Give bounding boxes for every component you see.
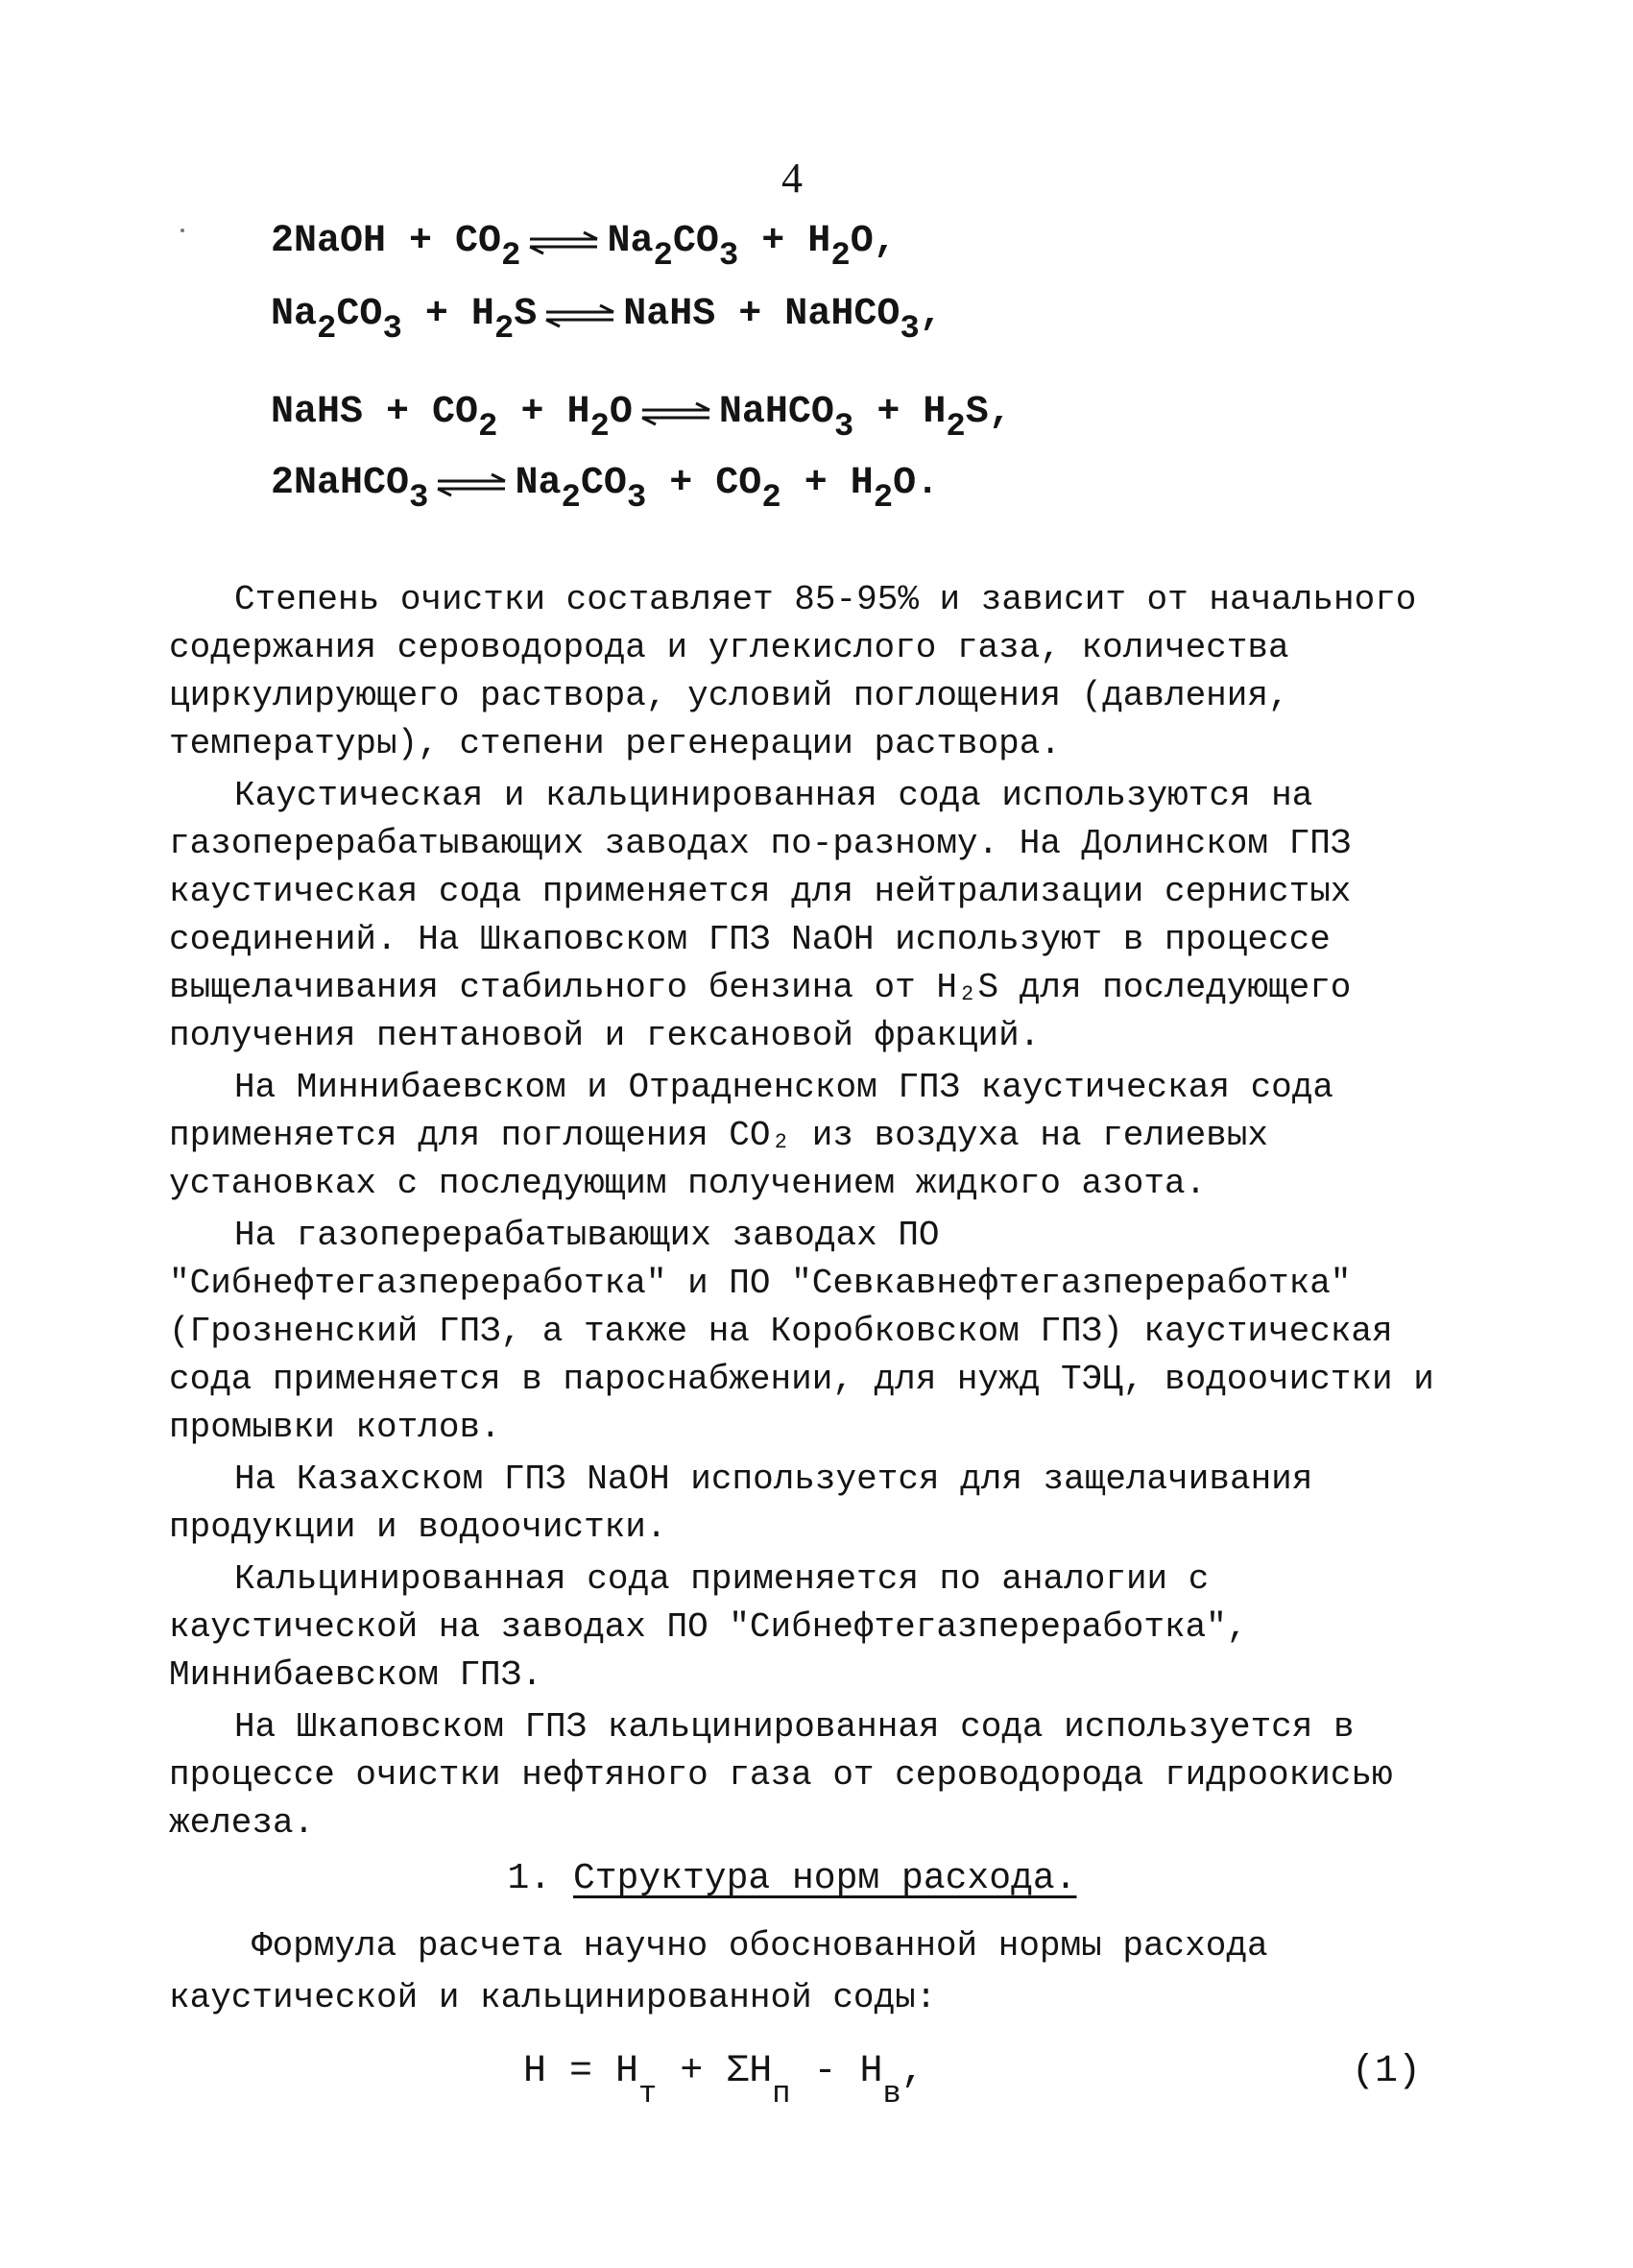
subscript: 2 xyxy=(653,238,673,275)
subscript: 2 xyxy=(478,409,498,446)
formula-minus: - H xyxy=(790,2050,883,2093)
section-heading xyxy=(0,1858,1584,1899)
formula-intro: Формула расчета научно обоснованной нормы расхода каустической и кальцинированной соды: xyxy=(169,1926,1268,2017)
paragraph-6: Кальцинированная сода применяется по аналогии с каустической на заводах ПО "Сибнефтегазпереработка", Миннибаевском ГПЗ. xyxy=(169,1559,1248,1695)
equilibrium-arrow-icon xyxy=(526,228,601,253)
equation-term: + H xyxy=(497,391,590,434)
equation-term: CO xyxy=(580,462,627,505)
formula-sub-p: п xyxy=(772,2076,791,2111)
equation-term: 2NaHCO xyxy=(271,462,410,505)
equation-term: O. xyxy=(893,462,940,505)
scan-speck xyxy=(180,229,184,232)
paragraph-5: На Казахском ГПЗ NaOH используется для защелачивания продукции и водоочистки. xyxy=(169,1460,1313,1547)
equation-term: + H xyxy=(853,391,947,434)
section-title: Структура норм расхода. xyxy=(572,1858,1077,1899)
equation-term: CO xyxy=(672,220,719,263)
paragraph-1: Степень очистки составляет 85-95% и зависит от начального содержания сероводорода и углекислого газа, количества циркулирующего раствора, условий поглощения (давления, температуры), степени регенерации раствора. xyxy=(169,580,1417,763)
paragraph-3: На Миннибаевском и Отрадненском ГПЗ каустическая сода применяется для поглощения CO₂ из воздуха на гелиевых установках с последующим получением жидкого азота. xyxy=(169,1068,1333,1203)
subscript: 2 xyxy=(873,480,894,517)
equation-term: Na xyxy=(271,293,318,336)
formula-number: (1) xyxy=(1352,2050,1422,2093)
equation-term: O, xyxy=(850,220,897,263)
equation-term: S, xyxy=(965,391,1012,434)
subscript: 3 xyxy=(900,311,920,348)
subscript: 3 xyxy=(626,480,647,517)
equation-term: O xyxy=(609,391,633,434)
paragraph-7: На Шкаповском ГПЗ кальцинированная сода используется в процессе очистки нефтяного газа от сероводорода гидроокисью железа. xyxy=(169,1707,1393,1843)
subscript: 2 xyxy=(501,238,521,275)
body-text xyxy=(169,576,1446,1847)
equation-term: Na xyxy=(515,462,562,505)
equation-2 xyxy=(271,293,943,348)
formula-sub-t: т xyxy=(638,2076,658,2111)
page-number: 4 xyxy=(781,155,803,202)
formula-1 xyxy=(523,2050,925,2111)
subscript: 2 xyxy=(946,409,966,446)
equation-term: NaHCO xyxy=(718,391,834,434)
subscript: 3 xyxy=(833,409,854,446)
formula-sub-v: в xyxy=(882,2076,901,2111)
equation-term: + H xyxy=(780,462,874,505)
equation-term: S xyxy=(514,293,538,336)
equation-4 xyxy=(271,462,940,517)
equilibrium-arrow-icon xyxy=(638,398,713,423)
equation-term: , xyxy=(919,293,943,336)
subscript: 2 xyxy=(589,409,610,446)
equation-term: + CO xyxy=(646,462,762,505)
equilibrium-arrow-icon xyxy=(434,470,509,495)
equation-term: NaHS + NaHCO xyxy=(623,293,901,336)
subscript: 2 xyxy=(317,311,337,348)
subscript: 2 xyxy=(830,238,851,275)
equation-3 xyxy=(271,391,1012,446)
subscript: 2 xyxy=(493,311,515,348)
equation-term: CO xyxy=(336,293,383,336)
formula-tail: , xyxy=(901,2050,925,2093)
equation-term: Na xyxy=(607,220,654,263)
formula-plus: + ΣH xyxy=(657,2050,773,2093)
subscript: 3 xyxy=(409,480,429,517)
equilibrium-arrow-icon xyxy=(542,301,617,326)
paragraph-4: На газоперерабатывающих заводах ПО "Сибнефтегазпереработка" и ПО "Севкавнефтегазпереработка" (Грозненский ГПЗ, а также на Коробковском ГПЗ) каустическая сода применяется в пароснабжении, для нужд ТЭЦ, водоочистки и промывки котлов. xyxy=(169,1216,1434,1447)
subscript: 2 xyxy=(561,480,581,517)
subscript: 3 xyxy=(382,311,402,348)
section-number: 1. xyxy=(507,1858,552,1899)
formula-lhs: H = H xyxy=(523,2050,639,2093)
equation-term: NaHS + CO xyxy=(271,391,479,434)
equation-term: + H xyxy=(738,220,831,263)
equation-1 xyxy=(271,220,897,275)
paragraph-2: Каустическая и кальцинированная сода используются на газоперерабатывающих заводах по-разному. На Долинском ГПЗ каустическая сода применяется для нейтрализации сернистых соединений. На Шкаповском ГПЗ NaOH используют в процессе выщелачивания стабильного бензина от H₂S для последующего получения пентановой и гексановой фракций. xyxy=(169,776,1352,1055)
equation-term: 2NaOH + CO xyxy=(271,220,502,263)
subscript: 3 xyxy=(718,238,739,275)
subscript: 2 xyxy=(761,480,781,517)
equation-term: + H xyxy=(401,293,494,336)
